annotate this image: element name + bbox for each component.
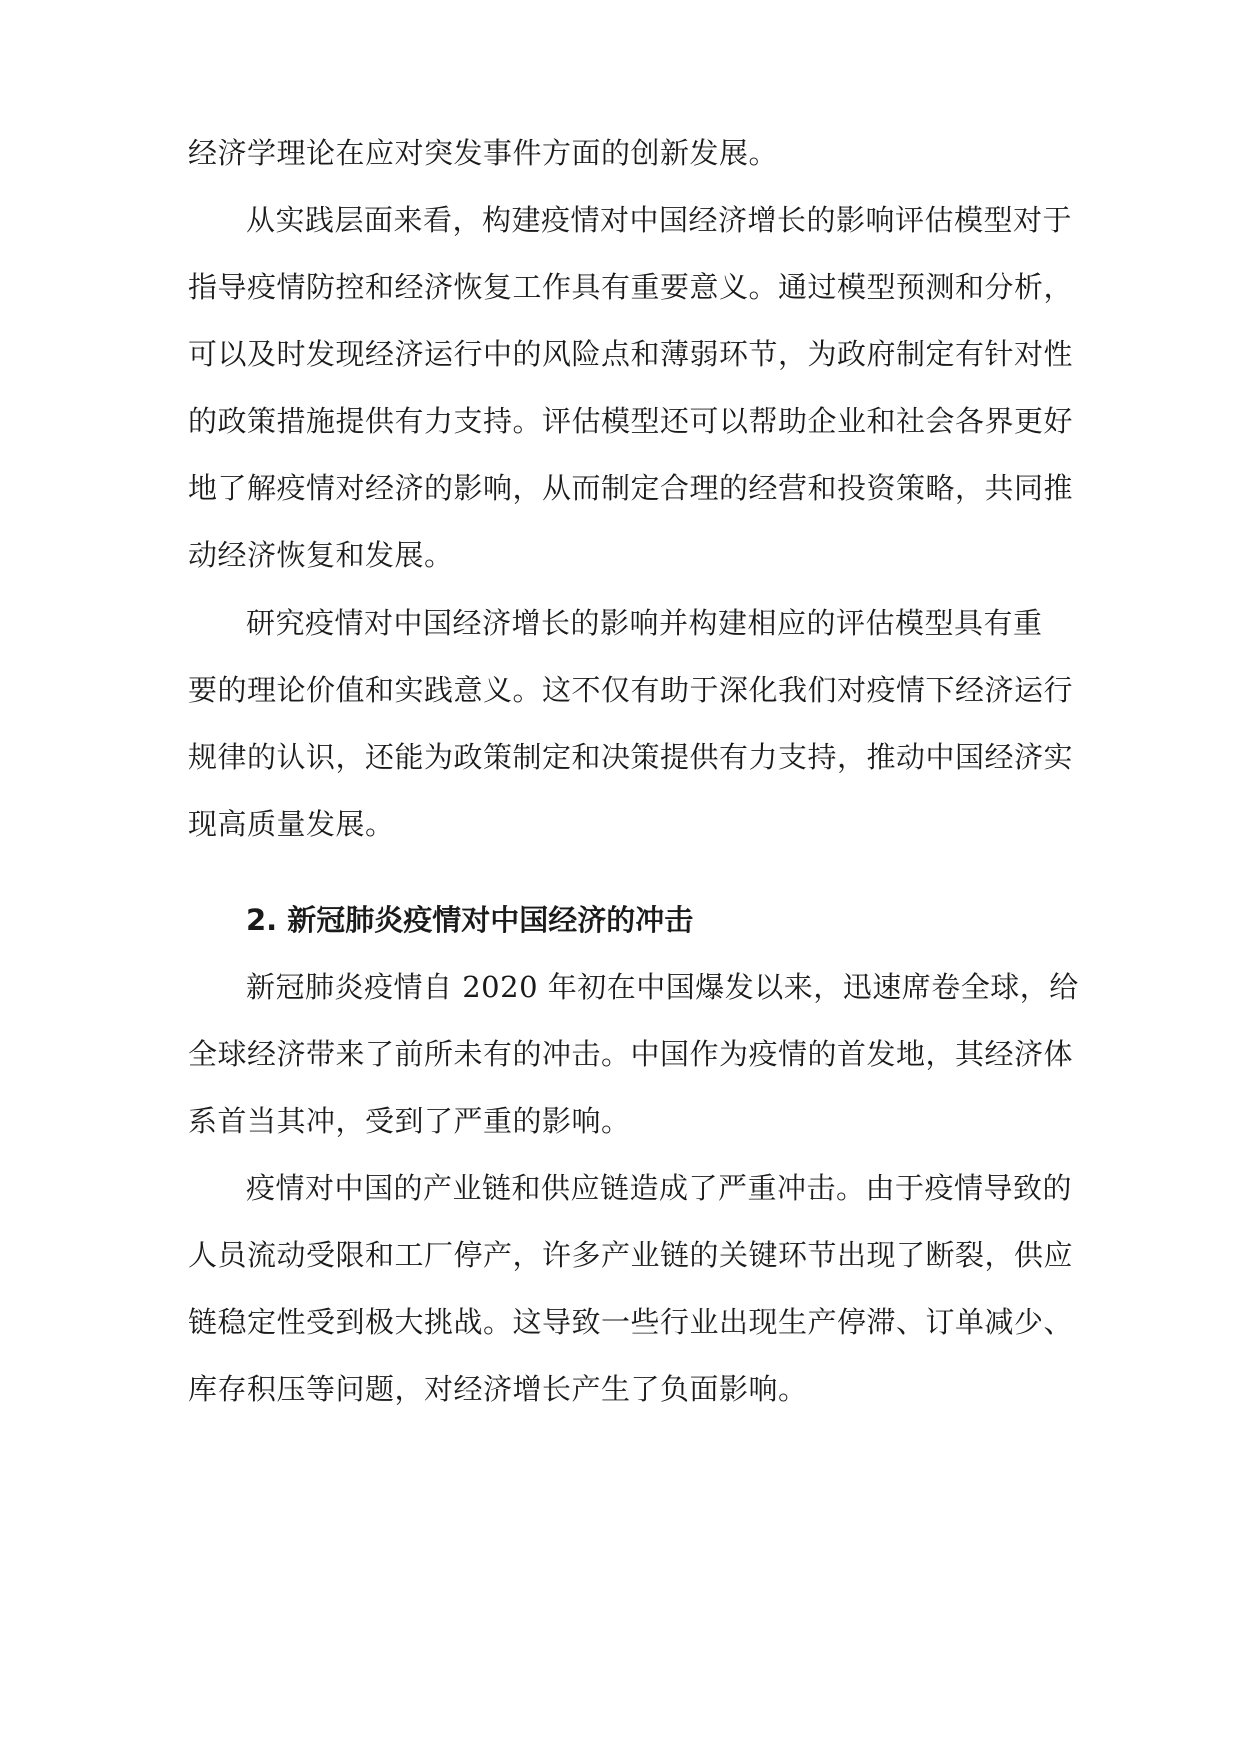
paragraph-line: 全球经济带来了前所未有的冲击。中国作为疫情的首发地，其经济体: [188, 1037, 1074, 1071]
paragraph-line: 系首当其冲，受到了严重的影响。: [188, 1104, 631, 1138]
paragraph-line: 研究疫情对中国经济增长的影响并构建相应的评估模型具有重: [246, 606, 1043, 640]
paragraph-line: 经济学理论在应对突发事件方面的创新发展。: [188, 136, 779, 170]
paragraph-line: 人员流动受限和工厂停产，许多产业链的关键环节出现了断裂，供应: [188, 1238, 1074, 1272]
paragraph-line: 的政策措施提供有力支持。评估模型还可以帮助企业和社会各界更好: [188, 404, 1074, 438]
paragraph-line: 动经济恢复和发展。: [188, 538, 454, 572]
paragraph-line: 规律的认识，还能为政策制定和决策提供有力支持，推动中国经济实: [188, 740, 1074, 774]
paragraph-line: 库存积压等问题，对经济增长产生了负面影响。: [188, 1372, 808, 1406]
paragraph-line: 地了解疫情对经济的影响，从而制定合理的经营和投资策略，共同推: [188, 471, 1074, 505]
paragraph-line: 从实践层面来看，构建疫情对中国经济增长的影响评估模型对于: [246, 203, 1073, 237]
paragraph-line: 现高质量发展。: [188, 807, 395, 841]
paragraph-line: 链稳定性受到极大挑战。这导致一些行业出现生产停滞、订单减少、: [188, 1305, 1074, 1339]
section-heading: 2. 新冠肺炎疫情对中国经济的冲击: [246, 903, 694, 937]
paragraph-line: 疫情对中国的产业链和供应链造成了严重冲击。由于疫情导致的: [246, 1171, 1073, 1205]
paragraph-line: 要的理论价值和实践意义。这不仅有助于深化我们对疫情下经济运行: [188, 673, 1074, 707]
paragraph-line: 可以及时发现经济运行中的风险点和薄弱环节，为政府制定有针对性: [188, 337, 1074, 371]
paragraph-line: 新冠肺炎疫情自 2020 年初在中国爆发以来，迅速席卷全球，给: [246, 970, 1079, 1004]
paragraph-line: 指导疫情防控和经济恢复工作具有重要意义。通过模型预测和分析，: [188, 270, 1074, 304]
